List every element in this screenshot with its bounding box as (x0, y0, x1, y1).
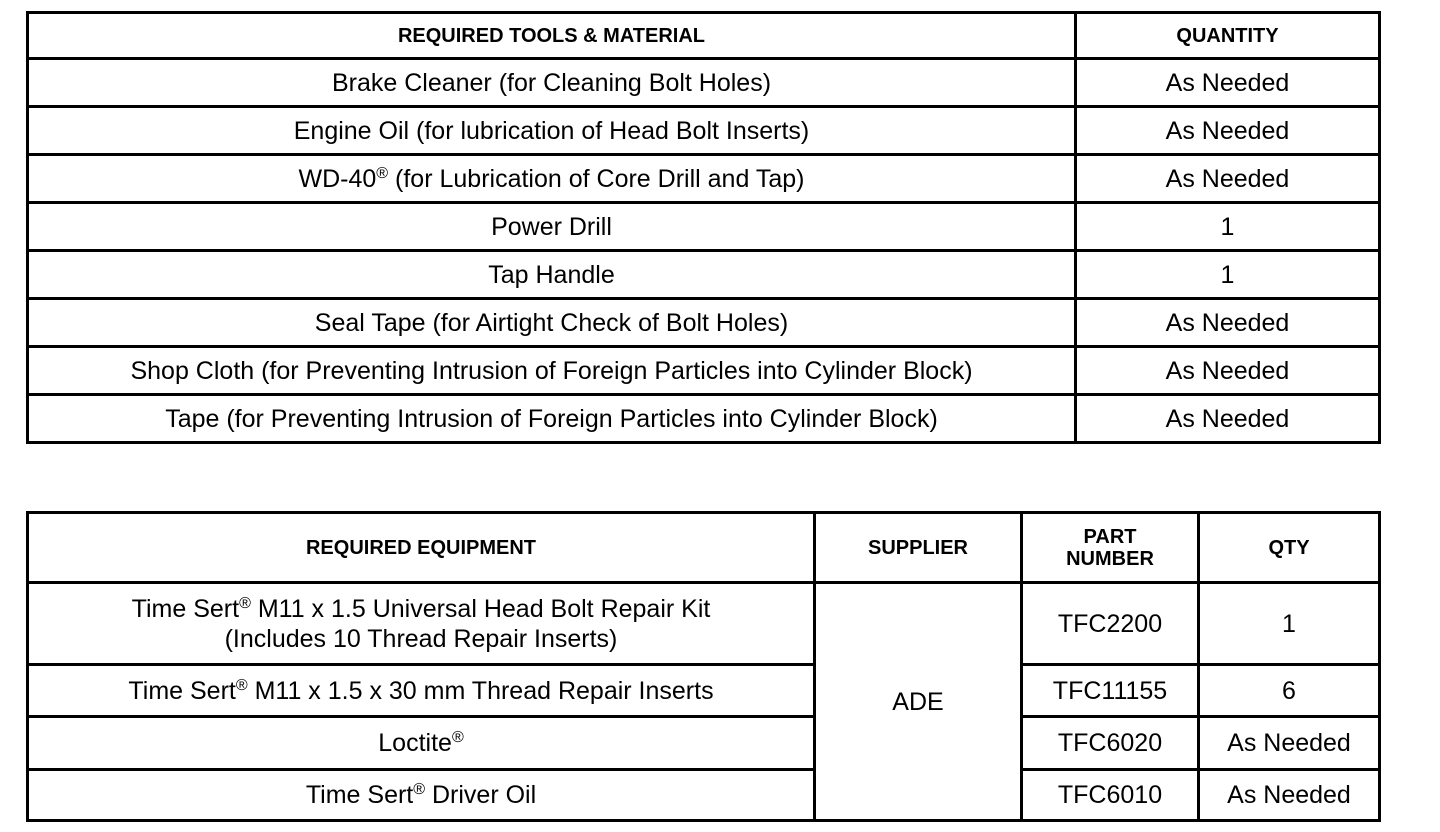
quantity-cell: As Needed (1076, 347, 1380, 395)
quantity-cell: As Needed (1076, 107, 1380, 155)
registered-mark: ® (239, 594, 251, 612)
table-row (28, 155, 1380, 203)
part-number-header-line2: NUMBER (1066, 547, 1154, 570)
required-equipment-header: REQUIRED EQUIPMENT (28, 513, 815, 583)
supplier-header: SUPPLIER (815, 513, 1022, 583)
tool-item-cell: Seal Tape (for Airtight Check of Bolt Holes) (28, 299, 1076, 347)
item-name: WD-40 (298, 164, 377, 193)
equipment-description: Driver Oil (425, 781, 537, 809)
equipment-item-cell (28, 665, 815, 717)
table-row (28, 251, 1380, 299)
table-row (28, 770, 1380, 821)
qty-cell: As Needed (1199, 717, 1380, 770)
tool-item-cell: Power Drill (28, 203, 1076, 251)
equipment-item-cell (28, 583, 815, 665)
equipment-description: M11 x 1.5 Universal Head Bolt Repair Kit (250, 594, 711, 623)
equipment-item-cell (28, 770, 815, 821)
table-row (28, 347, 1380, 395)
quantity-header: QUANTITY (1076, 13, 1380, 59)
tool-item-cell: Engine Oil (for lubrication of Head Bolt Inserts) (28, 107, 1076, 155)
equipment-description-line2: (Includes 10 Thread Repair Inserts) (224, 624, 618, 653)
table-row (28, 59, 1380, 107)
table-row (28, 583, 1380, 665)
item-description: (for Lubrication of Core Drill and Tap) (388, 164, 805, 193)
quantity-cell: As Needed (1076, 299, 1380, 347)
tool-item-cell: Tape (for Preventing Intrusion of Foreign Particles into Cylinder Block) (28, 395, 1076, 443)
tool-item-cell: Brake Cleaner (for Cleaning Bolt Holes) (28, 59, 1076, 107)
table-row (28, 395, 1380, 443)
quantity-cell: 1 (1076, 203, 1380, 251)
registered-mark: ® (376, 164, 389, 182)
equipment-brand: Loctite (378, 729, 452, 757)
registered-mark: ® (451, 729, 464, 746)
equipment-brand: Time Sert (131, 594, 240, 623)
table-header-row (28, 513, 1380, 583)
equipment-brand: Time Sert (305, 781, 414, 809)
required-equipment-table (26, 511, 1381, 822)
tools-material-header: REQUIRED TOOLS & MATERIAL (28, 13, 1076, 59)
qty-header: QTY (1199, 513, 1380, 583)
part-number-cell: TFC11155 (1022, 665, 1199, 717)
quantity-cell: 1 (1076, 251, 1380, 299)
quantity-cell: As Needed (1076, 59, 1380, 107)
tool-item-cell: Shop Cloth (for Preventing Intrusion of Foreign Particles into Cylinder Block) (28, 347, 1076, 395)
required-tools-table (26, 11, 1381, 444)
registered-mark: ® (235, 676, 248, 694)
tool-item-cell: Tap Handle (28, 251, 1076, 299)
table-row (28, 107, 1380, 155)
table-row (28, 717, 1380, 770)
part-number-cell: TFC6010 (1022, 770, 1199, 821)
part-number-cell: TFC2200 (1022, 583, 1199, 665)
part-number-cell: TFC6020 (1022, 717, 1199, 770)
quantity-cell: As Needed (1076, 395, 1380, 443)
tool-item-cell (28, 155, 1076, 203)
qty-cell: 1 (1199, 583, 1380, 665)
table-row (28, 665, 1380, 717)
part-number-header (1022, 513, 1199, 583)
equipment-description: M11 x 1.5 x 30 mm Thread Repair Inserts (247, 676, 714, 705)
equipment-item-cell (28, 717, 815, 770)
table-row (28, 299, 1380, 347)
part-number-header-line1: PART (1083, 525, 1137, 548)
table-header-row (28, 13, 1380, 59)
registered-mark: ® (413, 781, 426, 798)
quantity-cell: As Needed (1076, 155, 1380, 203)
equipment-brand: Time Sert (128, 676, 236, 705)
supplier-cell: ADE (815, 583, 1022, 821)
table-row (28, 203, 1380, 251)
qty-cell: 6 (1199, 665, 1380, 717)
qty-cell: As Needed (1199, 770, 1380, 821)
